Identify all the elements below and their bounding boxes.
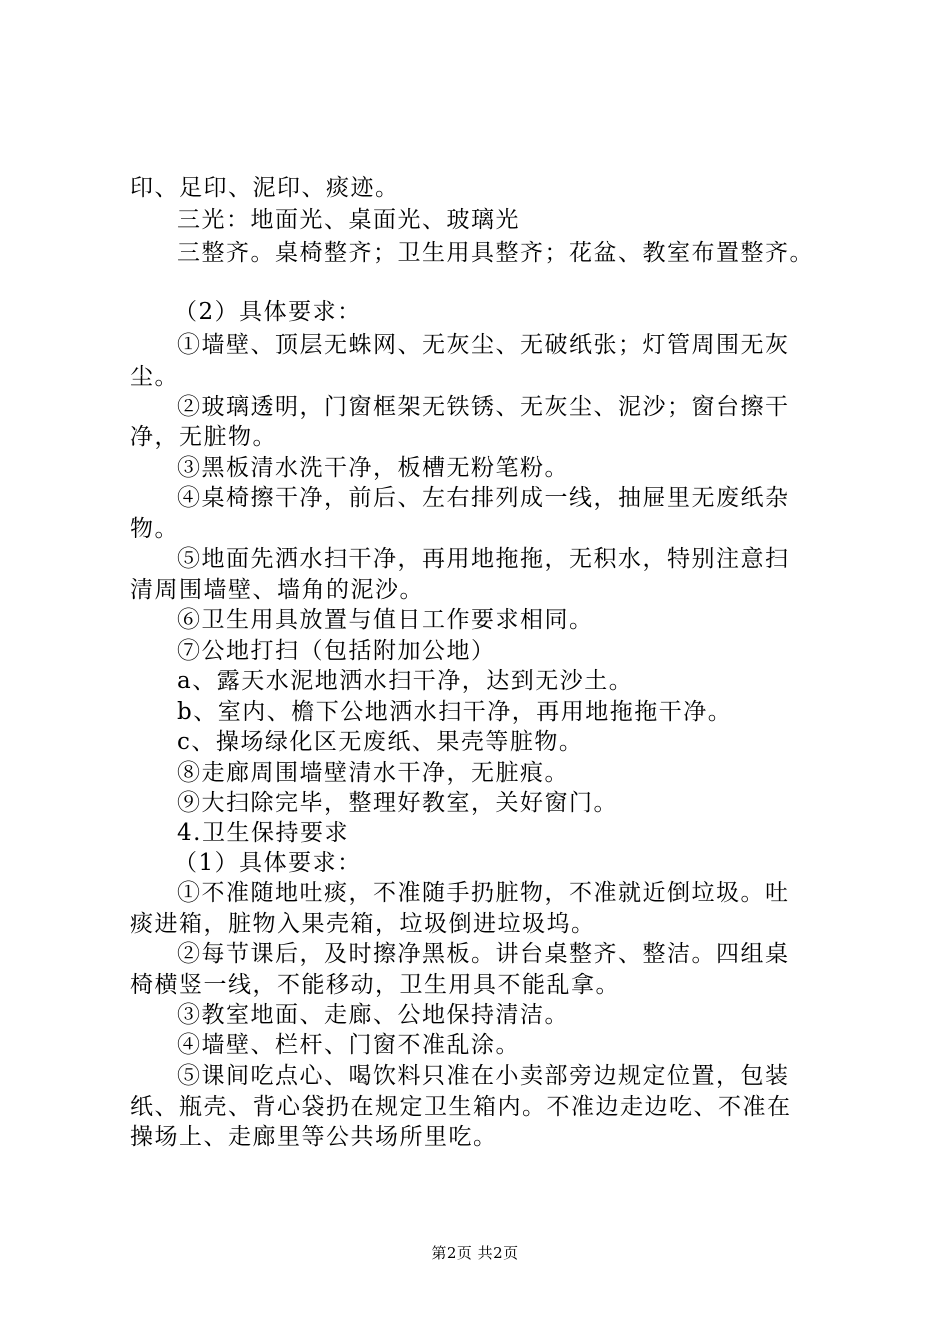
text-line: c、操场绿化区无废纸、果壳等脏物。 (177, 729, 584, 755)
text-line: 尘。 (130, 364, 179, 390)
text-line: 清周围墙壁、墙角的泥沙。 (130, 577, 424, 603)
text-line: ⑤课间吃点心、喝饮料只准在小卖部旁边规定位置，包装 (177, 1063, 790, 1089)
text-line: ③教室地面、走廊、公地保持清洁。 (177, 1002, 569, 1028)
text-line: a、露天水泥地洒水扫干净，达到无沙土。 (177, 668, 634, 694)
text-line: ⑧走廊周围墙壁清水干净，无脏痕。 (177, 760, 569, 786)
text-line: ②玻璃透明，门窗框架无铁锈、无灰尘、泥沙；窗台擦干 (177, 394, 790, 420)
text-line: 物。 (130, 516, 179, 542)
text-line: 净，无脏物。 (130, 424, 277, 450)
text-line: b、室内、檐下公地洒水扫干净，再用地拖拖干净。 (177, 699, 733, 725)
text-line: ⑤地面先洒水扫干净，再用地拖拖，无积水，特别注意扫 (177, 546, 790, 572)
text-line: 4.卫生保持要求 (177, 820, 349, 846)
page-number-footer: 第2页 共2页 (431, 1244, 519, 1262)
text-line: （2）具体要求： (174, 299, 362, 325)
text-line: 三整齐。桌椅整齐；卫生用具整齐；花盆、教室布置整齐。 (177, 240, 814, 266)
text-line: 操场上、走廊里等公共场所里吃。 (130, 1124, 498, 1150)
text-line: 印、足印、泥印、痰迹。 (130, 175, 400, 201)
text-line: 痰进箱，脏物入果壳箱，垃圾倒进垃圾坞。 (130, 911, 596, 937)
text-line: ④墙壁、栏杆、门窗不准乱涂。 (177, 1032, 520, 1058)
text-line: ⑦公地打扫（包括附加公地） (177, 638, 496, 664)
text-line: 椅横竖一线，不能移动，卫生用具不能乱拿。 (130, 972, 620, 998)
text-line: ⑥卫生用具放置与值日工作要求相同。 (177, 607, 594, 633)
text-line: 三光：地面光、桌面光、玻璃光 (177, 207, 520, 233)
text-line: ①不准随地吐痰，不准随手扔脏物，不准就近倒垃圾。吐 (177, 880, 790, 906)
text-line: ②每节课后，及时擦净黑板。讲台桌整齐、整洁。四组桌 (177, 941, 790, 967)
text-line: ③黑板清水洗干净，板槽无粉笔粉。 (177, 455, 569, 481)
text-line: ⑨大扫除完毕，整理好教室，关好窗门。 (177, 790, 618, 816)
text-line: ①墙壁、顶层无蛛网、无灰尘、无破纸张；灯管周围无灰 (177, 332, 790, 358)
text-line: 纸、瓶壳、背心袋扔在规定卫生箱内。不准边走边吃、不准在 (130, 1094, 792, 1120)
text-line: （1）具体要求： (174, 850, 362, 876)
text-line: ④桌椅擦干净，前后、左右排列成一线，抽屉里无废纸杂 (177, 485, 790, 511)
